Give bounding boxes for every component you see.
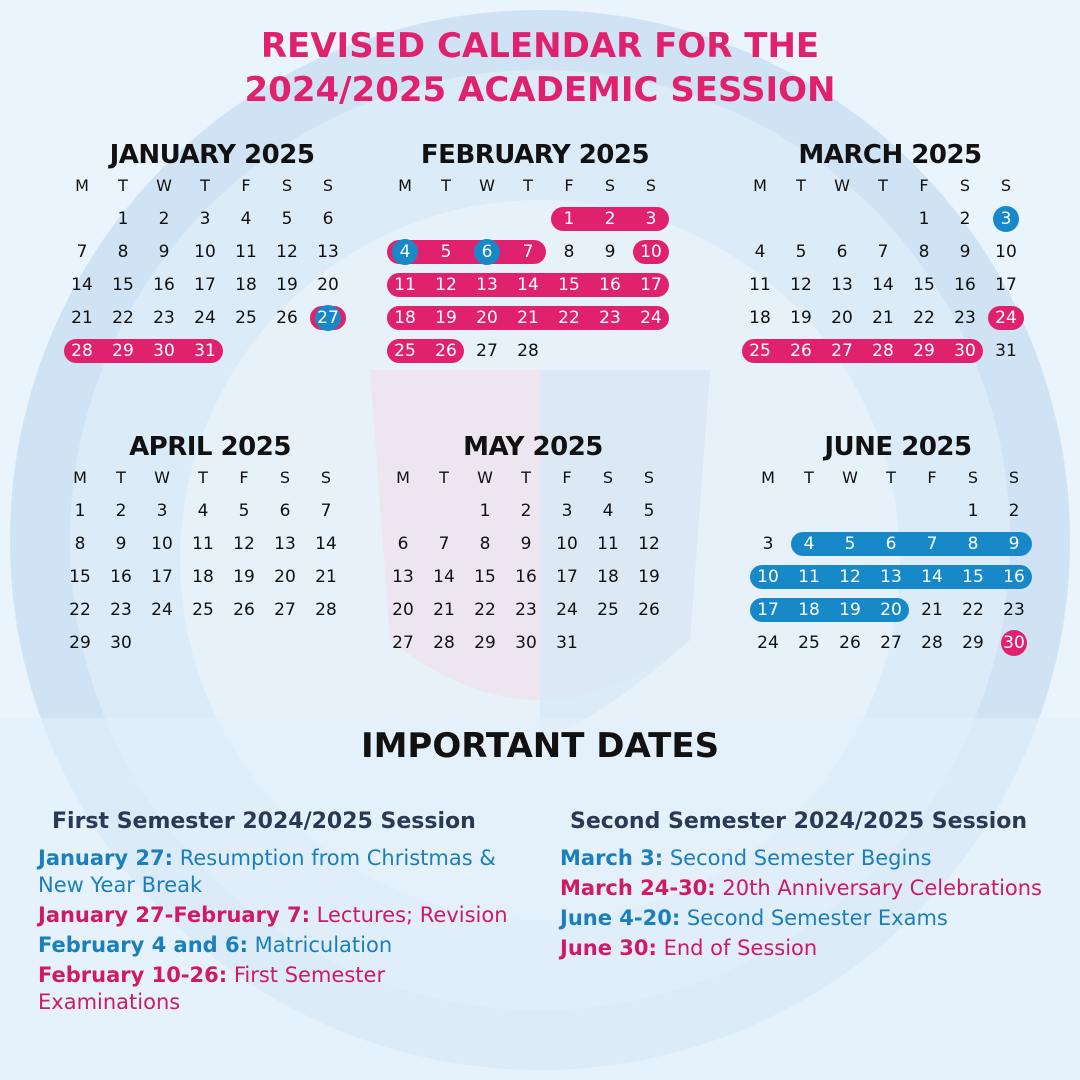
event-description: Resumption from Christmas & New Year Break [38, 846, 496, 897]
title-line-2: 2024/2025 ACADEMIC SESSION [244, 70, 836, 110]
day-cell: 7 [926, 534, 938, 554]
day-cell: 21 [71, 308, 93, 328]
weekday-label: M [75, 176, 89, 195]
day-cell: 26 [276, 308, 298, 328]
day-cell: 15 [962, 567, 984, 587]
day-cell: 8 [967, 534, 979, 554]
weekday-label: S [322, 176, 334, 195]
day-cell: 10 [151, 534, 173, 554]
day-cell: 9 [520, 534, 532, 554]
event-date: February 4 and 6: [38, 933, 248, 957]
event-item [560, 935, 1075, 962]
day-cell: 25 [394, 341, 416, 361]
day-cell: 9 [604, 242, 616, 262]
day-cell: 19 [790, 308, 812, 328]
day-cell: 5 [238, 501, 250, 521]
weekday-label: T [441, 176, 451, 195]
day-cell: 8 [117, 242, 129, 262]
month-grid [385, 174, 685, 414]
day-cell: 2 [1008, 501, 1020, 521]
month-title: MARCH 2025 [798, 140, 982, 170]
day-cell: 17 [995, 275, 1017, 295]
page-title [0, 24, 1080, 112]
day-cell: 8 [563, 242, 575, 262]
weekday-label: S [643, 468, 655, 487]
day-cell: 15 [913, 275, 935, 295]
day-cell: 23 [515, 600, 537, 620]
day-cell: 14 [921, 567, 943, 587]
weekday-label: T [198, 468, 208, 487]
day-cell: 1 [74, 501, 86, 521]
weekday-label: F [562, 468, 572, 487]
day-cell: 13 [476, 275, 498, 295]
day-cell: 24 [995, 308, 1017, 328]
day-cell: 9 [158, 242, 170, 262]
day-cell: 4 [803, 534, 815, 554]
day-cell: 17 [640, 275, 662, 295]
day-cell: 31 [194, 341, 216, 361]
month-grid [62, 174, 362, 414]
day-cell: 20 [317, 275, 339, 295]
day-cell: 7 [522, 242, 534, 262]
day-cell: 29 [69, 633, 91, 653]
day-cell: 22 [474, 600, 496, 620]
second-semester-heading: Second Semester 2024/2025 Session [570, 809, 1028, 834]
day-cell: 22 [913, 308, 935, 328]
day-cell: 18 [235, 275, 257, 295]
day-cell: 6 [885, 534, 897, 554]
day-cell: 19 [638, 567, 660, 587]
day-cell: 3 [199, 209, 211, 229]
day-cell: 15 [112, 275, 134, 295]
day-cell: 25 [192, 600, 214, 620]
day-cell: 31 [556, 633, 578, 653]
day-cell: 1 [563, 209, 575, 229]
day-cell: 4 [754, 242, 766, 262]
day-cell: 28 [921, 633, 943, 653]
day-cell: 30 [153, 341, 175, 361]
event-description: Second Semester Begins [663, 846, 932, 870]
event-date: January 27-February 7: [38, 903, 310, 927]
day-cell: 10 [757, 567, 779, 587]
day-cell: 28 [315, 600, 337, 620]
day-cell: 14 [71, 275, 93, 295]
weekday-label: S [604, 176, 616, 195]
day-cell: 6 [481, 242, 493, 262]
weekday-label: F [919, 176, 929, 195]
day-cell: 5 [440, 242, 452, 262]
day-cell: 12 [839, 567, 861, 587]
weekday-label: T [523, 176, 533, 195]
day-cell: 8 [479, 534, 491, 554]
weekday-label: T [796, 176, 806, 195]
day-cell: 27 [392, 633, 414, 653]
month-grid [383, 466, 683, 706]
day-cell: 27 [880, 633, 902, 653]
day-cell: 22 [69, 600, 91, 620]
day-cell: 20 [831, 308, 853, 328]
weekday-label: T [804, 468, 814, 487]
month-grid [748, 466, 1048, 706]
day-cell: 22 [112, 308, 134, 328]
day-cell: 26 [435, 341, 457, 361]
month-title: JANUARY 2025 [109, 140, 315, 170]
day-cell: 22 [962, 600, 984, 620]
day-cell: 16 [515, 567, 537, 587]
day-cell: 23 [153, 308, 175, 328]
day-cell: 25 [235, 308, 257, 328]
weekday-label: S [959, 176, 971, 195]
month-grid [60, 466, 360, 706]
day-cell: 20 [274, 567, 296, 587]
month-title: MAY 2025 [463, 432, 603, 462]
month-grid [740, 174, 1040, 414]
weekday-label: M [761, 468, 775, 487]
event-description: First Semester Examinations [38, 963, 386, 1014]
day-cell: 12 [233, 534, 255, 554]
day-cell: 24 [194, 308, 216, 328]
month-title: JUNE 2025 [824, 432, 972, 462]
first-semester-heading: First Semester 2024/2025 Session [52, 809, 476, 834]
event-item [560, 875, 1075, 902]
day-cell: 21 [517, 308, 539, 328]
day-cell: 16 [599, 275, 621, 295]
day-cell: 11 [597, 534, 619, 554]
day-cell: 19 [839, 600, 861, 620]
weekday-label: T [200, 176, 210, 195]
day-cell: 6 [836, 242, 848, 262]
weekday-label: W [477, 468, 493, 487]
day-cell: 21 [315, 567, 337, 587]
weekday-label: W [154, 468, 170, 487]
day-cell: 10 [995, 242, 1017, 262]
day-cell: 2 [158, 209, 170, 229]
weekday-label: S [967, 468, 979, 487]
event-date: January 27: [38, 846, 174, 870]
day-cell: 2 [115, 501, 127, 521]
day-cell: 24 [556, 600, 578, 620]
weekday-label: F [927, 468, 937, 487]
day-cell: 13 [317, 242, 339, 262]
day-cell: 26 [638, 600, 660, 620]
day-cell: 24 [757, 633, 779, 653]
day-cell: 12 [276, 242, 298, 262]
weekday-label: S [645, 176, 657, 195]
day-cell: 11 [235, 242, 257, 262]
day-cell: 18 [192, 567, 214, 587]
day-cell: 10 [556, 534, 578, 554]
event-date: June 30: [560, 936, 657, 960]
day-cell: 10 [194, 242, 216, 262]
day-cell: 24 [151, 600, 173, 620]
day-cell: 15 [69, 567, 91, 587]
day-cell: 11 [394, 275, 416, 295]
day-cell: 25 [597, 600, 619, 620]
day-cell: 18 [597, 567, 619, 587]
weekday-label: T [118, 176, 128, 195]
day-cell: 12 [638, 534, 660, 554]
day-cell: 7 [320, 501, 332, 521]
day-cell: 5 [844, 534, 856, 554]
day-cell: 23 [599, 308, 621, 328]
weekday-label: F [241, 176, 251, 195]
event-item [560, 845, 1075, 872]
day-cell: 30 [954, 341, 976, 361]
day-cell: 26 [233, 600, 255, 620]
weekday-label: M [396, 468, 410, 487]
day-cell: 4 [399, 242, 411, 262]
day-cell: 3 [762, 534, 774, 554]
weekday-label: T [886, 468, 896, 487]
weekday-label: W [842, 468, 858, 487]
day-cell: 3 [1000, 209, 1012, 229]
day-cell: 23 [110, 600, 132, 620]
event-date: March 24-30: [560, 876, 716, 900]
day-cell: 2 [520, 501, 532, 521]
day-cell: 28 [872, 341, 894, 361]
day-cell: 27 [476, 341, 498, 361]
weekday-label: M [398, 176, 412, 195]
event-date: March 3: [560, 846, 664, 870]
day-cell: 28 [433, 633, 455, 653]
day-cell: 23 [1003, 600, 1025, 620]
day-cell: 1 [967, 501, 979, 521]
day-cell: 15 [474, 567, 496, 587]
day-cell: 9 [1008, 534, 1020, 554]
day-cell: 30 [1003, 633, 1025, 653]
day-cell: 7 [438, 534, 450, 554]
day-cell: 10 [640, 242, 662, 262]
day-cell: 16 [954, 275, 976, 295]
weekday-label: S [1000, 176, 1012, 195]
weekday-label: T [439, 468, 449, 487]
day-cell: 9 [115, 534, 127, 554]
day-cell: 2 [959, 209, 971, 229]
day-cell: 1 [918, 209, 930, 229]
day-cell: 29 [112, 341, 134, 361]
day-cell: 17 [556, 567, 578, 587]
day-cell: 27 [831, 341, 853, 361]
day-cell: 29 [962, 633, 984, 653]
weekday-label: W [479, 176, 495, 195]
event-item [38, 845, 508, 899]
weekday-label: M [753, 176, 767, 195]
day-cell: 17 [757, 600, 779, 620]
day-cell: 12 [790, 275, 812, 295]
day-cell: 2 [604, 209, 616, 229]
event-item [38, 932, 508, 959]
day-cell: 3 [645, 209, 657, 229]
day-cell: 21 [872, 308, 894, 328]
day-cell: 11 [749, 275, 771, 295]
weekday-label: T [116, 468, 126, 487]
day-cell: 31 [995, 341, 1017, 361]
day-cell: 18 [394, 308, 416, 328]
day-cell: 14 [872, 275, 894, 295]
day-cell: 17 [151, 567, 173, 587]
title-line-1: REVISED CALENDAR FOR THE [260, 26, 820, 66]
month-title: FEBRUARY 2025 [420, 140, 650, 170]
event-description: 20th Anniversary Celebrations [715, 876, 1043, 900]
weekday-label: W [834, 176, 850, 195]
day-cell: 5 [281, 209, 293, 229]
weekday-label: F [564, 176, 574, 195]
day-cell: 12 [435, 275, 457, 295]
day-cell: 26 [790, 341, 812, 361]
day-cell: 15 [558, 275, 580, 295]
event-description: Lectures; Revision [309, 903, 508, 927]
day-cell: 18 [749, 308, 771, 328]
day-cell: 3 [561, 501, 573, 521]
day-cell: 28 [71, 341, 93, 361]
day-cell: 16 [1003, 567, 1025, 587]
day-cell: 30 [515, 633, 537, 653]
day-cell: 16 [153, 275, 175, 295]
day-cell: 21 [433, 600, 455, 620]
day-cell: 9 [959, 242, 971, 262]
day-cell: 3 [156, 501, 168, 521]
day-cell: 19 [233, 567, 255, 587]
day-cell: 25 [798, 633, 820, 653]
day-cell: 14 [517, 275, 539, 295]
weekday-label: M [73, 468, 87, 487]
event-item [38, 902, 508, 929]
day-cell: 13 [831, 275, 853, 295]
event-item [38, 962, 508, 1016]
day-cell: 6 [279, 501, 291, 521]
event-item [560, 905, 1075, 932]
day-cell: 20 [476, 308, 498, 328]
event-description: End of Session [656, 936, 818, 960]
day-cell: 8 [918, 242, 930, 262]
day-cell: 18 [798, 600, 820, 620]
event-date: February 10-26: [38, 963, 228, 987]
day-cell: 4 [197, 501, 209, 521]
important-dates-title: IMPORTANT DATES [360, 726, 720, 766]
day-cell: 25 [749, 341, 771, 361]
day-cell: 13 [274, 534, 296, 554]
weekday-label: T [878, 176, 888, 195]
day-cell: 14 [433, 567, 455, 587]
weekday-label: F [239, 468, 249, 487]
day-cell: 6 [322, 209, 334, 229]
day-cell: 20 [880, 600, 902, 620]
day-cell: 1 [117, 209, 129, 229]
day-cell: 4 [240, 209, 252, 229]
day-cell: 22 [558, 308, 580, 328]
weekday-label: W [156, 176, 172, 195]
day-cell: 17 [194, 275, 216, 295]
day-cell: 29 [913, 341, 935, 361]
day-cell: 27 [274, 600, 296, 620]
day-cell: 4 [602, 501, 614, 521]
day-cell: 13 [392, 567, 414, 587]
weekday-label: S [602, 468, 614, 487]
day-cell: 26 [839, 633, 861, 653]
day-cell: 27 [317, 308, 339, 328]
day-cell: 7 [877, 242, 889, 262]
day-cell: 30 [110, 633, 132, 653]
day-cell: 28 [517, 341, 539, 361]
day-cell: 24 [640, 308, 662, 328]
day-cell: 11 [798, 567, 820, 587]
day-cell: 21 [921, 600, 943, 620]
day-cell: 19 [435, 308, 457, 328]
weekday-label: S [1008, 468, 1020, 487]
event-date: June 4-20: [560, 906, 681, 930]
day-cell: 8 [74, 534, 86, 554]
day-cell: 11 [192, 534, 214, 554]
event-description: Matriculation [248, 933, 393, 957]
weekday-label: S [320, 468, 332, 487]
day-cell: 16 [110, 567, 132, 587]
day-cell: 23 [954, 308, 976, 328]
day-cell: 29 [474, 633, 496, 653]
day-cell: 5 [795, 242, 807, 262]
day-cell: 19 [276, 275, 298, 295]
day-cell: 6 [397, 534, 409, 554]
weekday-label: T [521, 468, 531, 487]
month-title: APRIL 2025 [129, 432, 291, 462]
weekday-label: S [281, 176, 293, 195]
day-cell: 1 [479, 501, 491, 521]
day-cell: 13 [880, 567, 902, 587]
day-cell: 20 [392, 600, 414, 620]
day-cell: 5 [643, 501, 655, 521]
day-cell: 7 [76, 242, 88, 262]
event-description: Second Semester Exams [680, 906, 948, 930]
day-cell: 14 [315, 534, 337, 554]
weekday-label: S [279, 468, 291, 487]
